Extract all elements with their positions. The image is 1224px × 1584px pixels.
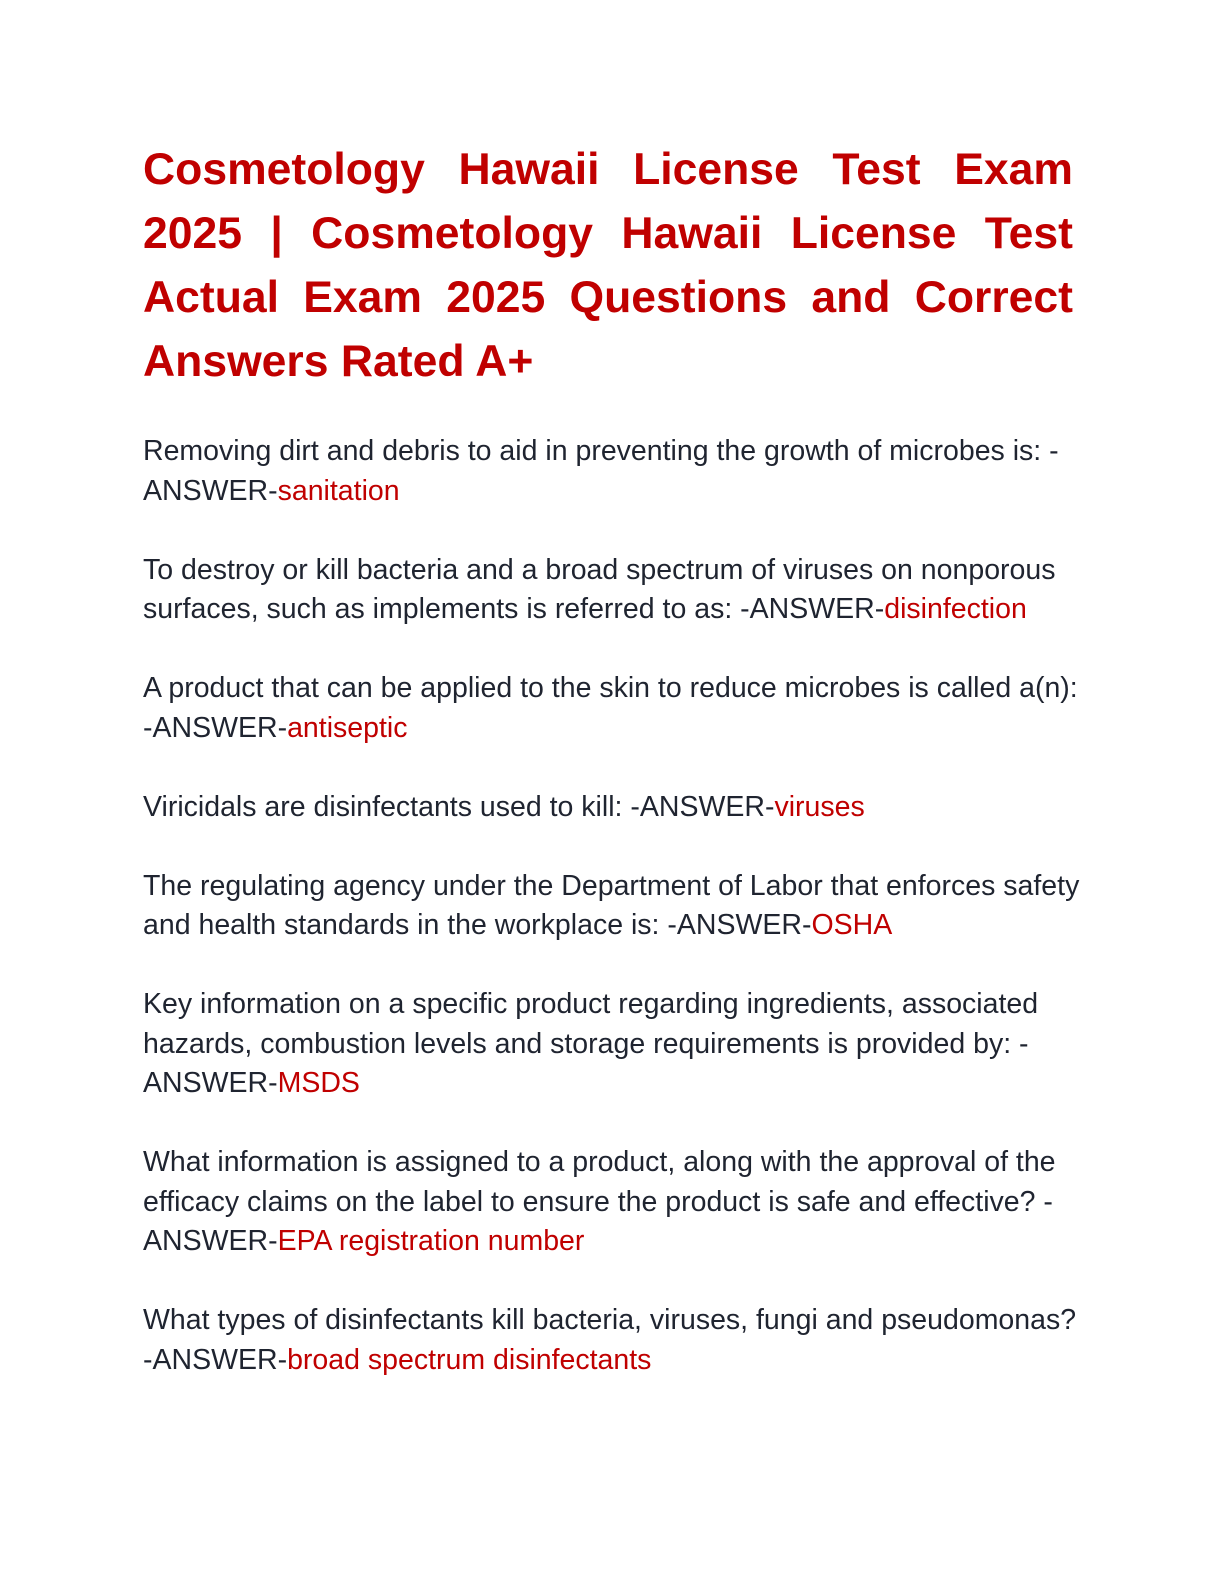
- answer-text: OSHA: [811, 909, 893, 941]
- answer-text: EPA registration number: [277, 1225, 585, 1257]
- question-text: What types of disinfectants kill bacteria, viruses, fungi and pseudomonas? -ANSWER-: [143, 1304, 1077, 1376]
- question-text: Key information on a specific product regarding ingredients, associated hazards, combustion levels and storage requirements is provided by: -ANSWER-: [143, 988, 1039, 1099]
- question-text: A product that can be applied to the skin to reduce microbes is called a(n): -ANSWER-: [143, 672, 1078, 744]
- question-text: Viricidals are disinfectants used to kill: -ANSWER-: [143, 790, 775, 823]
- answer-text: broad spectrum disinfectants: [287, 1343, 652, 1376]
- answer-text: viruses: [774, 790, 865, 823]
- answer-text: sanitation: [277, 474, 400, 507]
- answer-text: disinfection: [884, 593, 1027, 625]
- qa-item: [143, 1143, 1083, 1262]
- qa-item: [143, 551, 1083, 630]
- qa-item: [143, 867, 1083, 946]
- qa-item: [143, 432, 1083, 511]
- question-answer-list: [143, 432, 1083, 1420]
- qa-item: [143, 1301, 1083, 1380]
- qa-item: [143, 669, 1083, 748]
- question-text: What information is assigned to a product, along with the approval of the efficacy claims on the label to ensure the product is safe and effective? -ANSWER-: [143, 1146, 1056, 1257]
- answer-text: MSDS: [277, 1067, 360, 1099]
- question-text: Removing dirt and debris to aid in preventing the growth of microbes is: -ANSWER-: [143, 435, 1059, 507]
- answer-text: antiseptic: [287, 711, 408, 744]
- qa-item: [143, 985, 1083, 1104]
- qa-item: [143, 788, 1083, 828]
- question-text: The regulating agency under the Department of Labor that enforces safety and health standards in the workplace is: -ANSWER-: [143, 869, 1080, 941]
- document-title: Cosmetology Hawaii License Test Exam 2025 | Cosmetology Hawaii License Test Actual Exam 2025 Questions and Correct Answers Rated A+: [143, 145, 1073, 386]
- question-text: To destroy or kill bacteria and a broad spectrum of viruses on nonporous surfaces, such as implements is referred to as: -ANSWER-: [143, 553, 1056, 625]
